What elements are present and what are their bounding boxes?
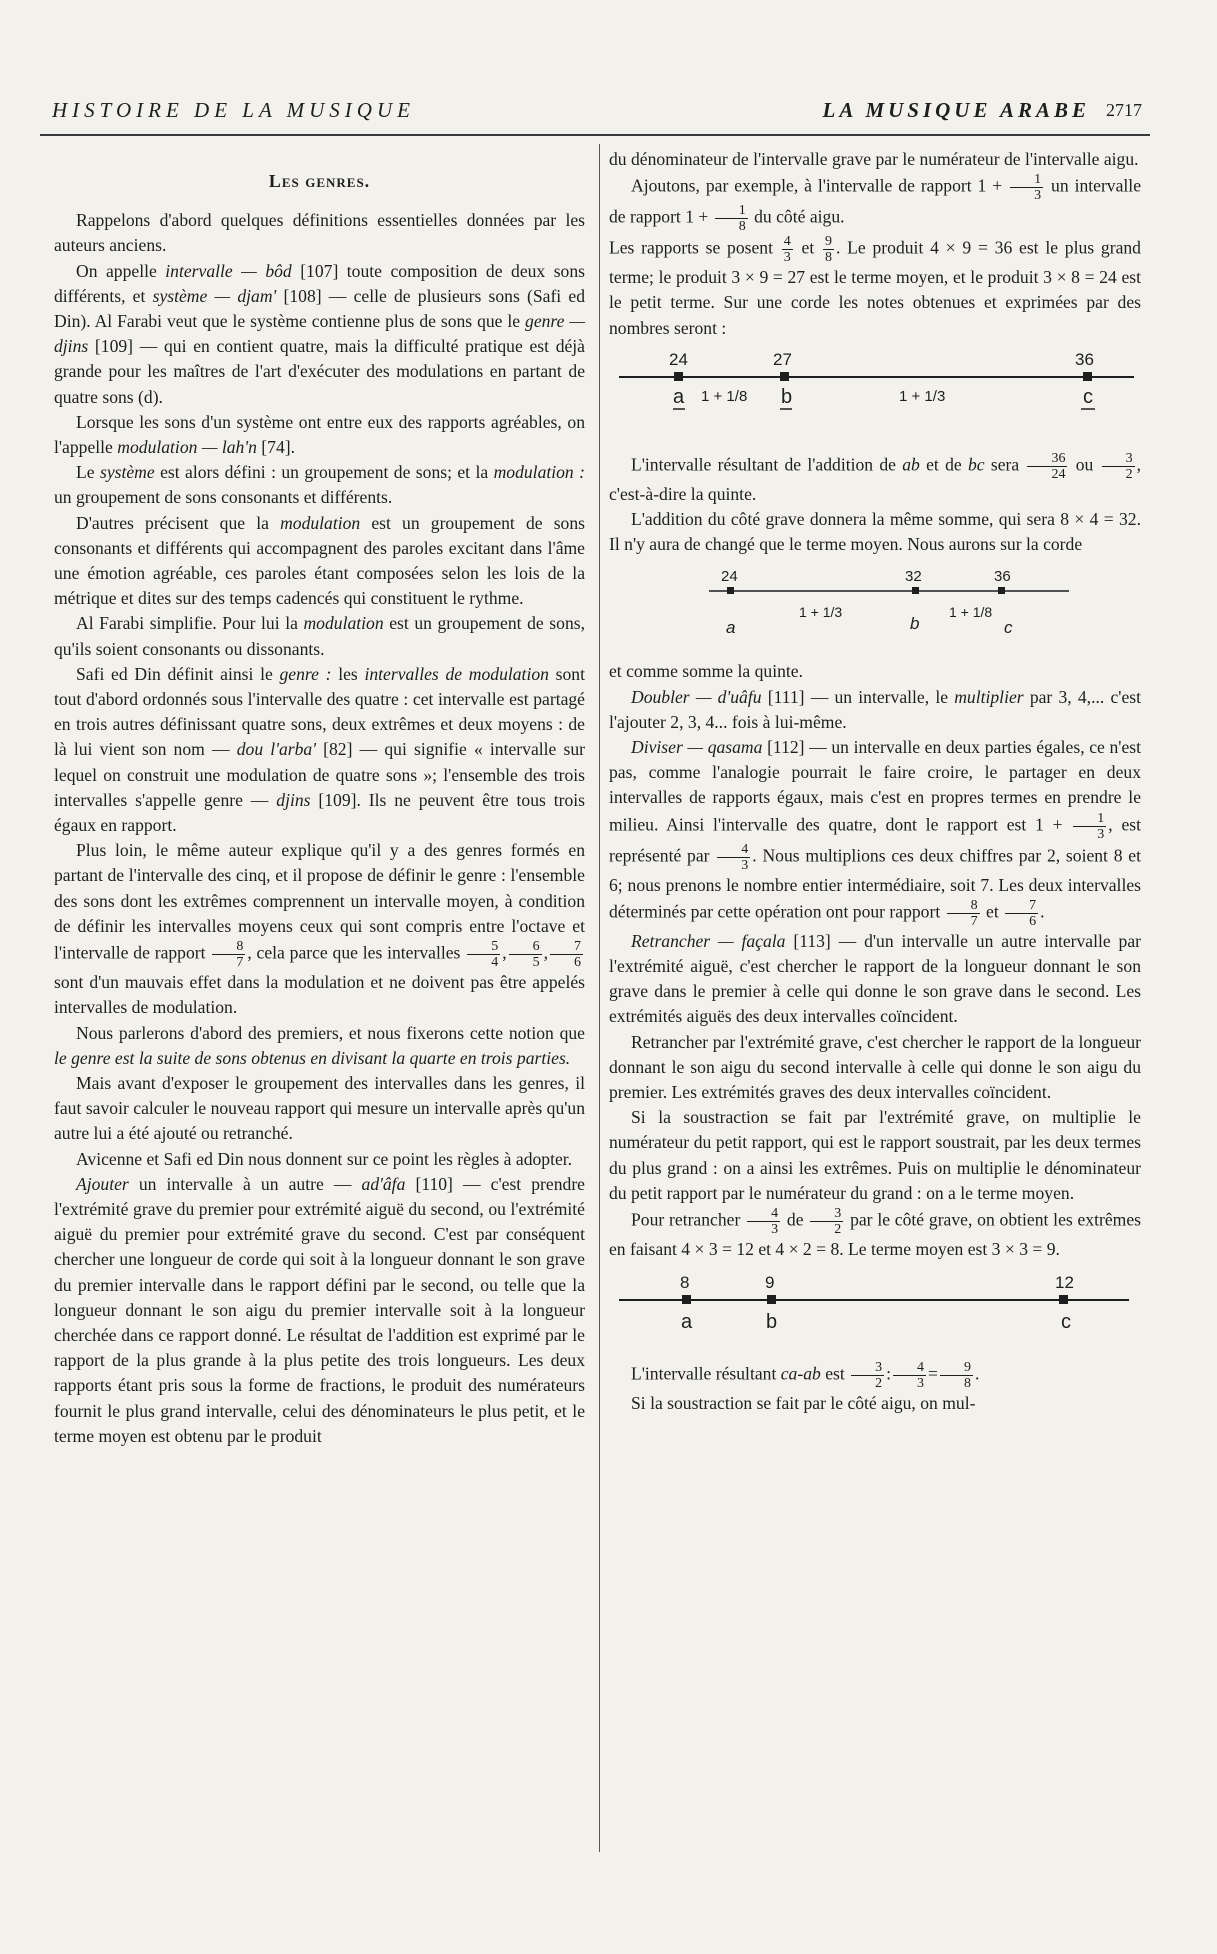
note-letter: c <box>1004 618 1013 638</box>
fraction: $\frac{9}{8}$ <box>825 234 832 266</box>
note-letter: c <box>1061 1311 1071 1334</box>
note-number: 24 <box>721 568 738 586</box>
paragraph: Si la soustraction se fait par l'extrémité grave, on multiplie le numérateur du petit rapport, qui est le rapport soustrait, par les deux termes du plus grand : on a ainsi les extrêmes. Puis on multiplie le dénominateur du petit rapport par le numérateur du grand : on a le terme moyen. <box>609 1107 1141 1203</box>
interval-label: 1 + 1/3 <box>799 604 843 621</box>
string-diagram-addition <box>609 349 1141 441</box>
note-number: 24 <box>669 349 688 369</box>
note-marker <box>780 372 789 381</box>
paragraph: Lorsque les sons d'un système ont entre eux des rapports agréables, on l'appelle modulation — lah'n [74]. <box>54 411 585 458</box>
note-number: 12 <box>1055 1273 1074 1293</box>
paragraph: Doubler — d'uâfu [111] — un intervalle, le multiplier par 3, 4,... c'est l'ajouter 2, 3, 4... fois à lui-même. <box>609 686 1141 732</box>
note-letter: b <box>910 614 920 634</box>
right-column <box>609 147 1141 1416</box>
fraction: $\frac{1}{8}$ <box>715 203 748 234</box>
paragraph: Nous parlerons d'abord des premiers, et nous fixerons cette notion que le genre est la suite de sons obtenus en divisant la quarte en trois parties. <box>54 1022 585 1068</box>
paragraph: D'autres précisent que la modulation est un groupement de sons consonants et différents qui accompagnent des paroles excitant dans l'âme une émotion agréable, ces paroles étant composées selon les lois de la métrique et dites sur des temps cadencés qui constituent le rythme. <box>54 512 585 609</box>
string-diagram-subtraction <box>609 1270 1141 1350</box>
paragraph: Plus loin, le même auteur explique qu'il y a des genres formés en partant de l'intervalle des cinq, et il propose de définir le genre : l'ensemble des sons dont les extrêmes comprennent un intervalle moyen, à condition de définir les intervalles moyens ceux qui sont compris entre l'octave et l'intervalle de rapport $\frac{8}{7}$ , cela parce que les intervalles $\frac{5}{4}$ , $\frac{6}{5}$ , $\frac{7}{6}$ sont d'un mauvais effet dans la modulation et ne doivent pas être appelés intervalles de modulation. <box>54 840 585 1018</box>
fraction: $\frac{5}{4}$ <box>467 939 500 970</box>
note-marker <box>682 1295 691 1304</box>
note-number: 8 <box>680 1273 690 1293</box>
paragraph: Retrancher par l'extrémité grave, c'est chercher le rapport de la longueur donnant le son aigu du second intervalle à celle qui donne le son aigu du premier. Les extrémités graves des deux intervalles coïncident. <box>609 1031 1141 1103</box>
fraction: $\frac{1}{3}$ <box>1073 811 1106 842</box>
paragraph: L'addition du côté grave donnera la même somme, qui sera 8 × 4 = 32. Il n'y aura de changé que le terme moyen. Nous aurons sur la corde <box>609 509 1141 555</box>
fraction: $\frac{1}{3}$ <box>1010 172 1043 203</box>
note-letter: a <box>726 618 736 638</box>
string-diagram-grave <box>609 565 1141 649</box>
note-letter: a <box>681 1311 693 1334</box>
running-header <box>52 98 1142 134</box>
header-left-title: HISTOIRE DE LA MUSIQUE <box>52 98 415 122</box>
fraction: $\frac{7}{6}$ <box>550 939 583 970</box>
paragraph: L'intervalle résultant ca-ab est $\frac{3}{2}$ : $\frac{4}{3}$ = $\frac{9}{8}$ . <box>631 1360 980 1392</box>
fraction: $\frac{6}{5}$ <box>509 939 542 970</box>
note-marker <box>1059 1295 1068 1304</box>
note-marker <box>998 587 1005 594</box>
paragraph: Safi ed Din définit ainsi le genre : les intervalles de modulation sont tout d'abord ordonnés sous l'intervalle des quatre : cet intervalle est partagé en trois autres définissant quatre sons, deux extrêmes et deux moyens : de là lui vient son nom — dou l'arba' [82] — qui signifie « intervalle sur lequel on construit une modulation de quatre sons »; l'ensemble des trois intervalles s'appelle genre — djins [109]. Ils ne peuvent être tous trois égaux en rapport. <box>54 663 586 836</box>
paragraph: Le système est alors défini : un groupement de sons; et la modulation : un groupement de sons consonants et différents. <box>54 462 585 508</box>
note-letter: c <box>1083 385 1093 408</box>
section-title: Les genres. <box>268 171 371 191</box>
fraction: $\frac{7}{6}$ <box>1005 898 1038 929</box>
note-number: 9 <box>765 1273 775 1293</box>
paragraph: On appelle intervalle — bôd [107] toute composition de deux sons différents, et système — djam' [108] — celle de plusieurs sons (Safi ed Din). Al Farabi veut que le système contienne plus de sons que le genre — djins [109] — qui en contient quatre, mais la difficulté pratique est déjà grande pour les maîtres de l'art d'exécuter des modulations en partant de quatre sons (d). <box>54 260 585 407</box>
fraction: $\frac{9}{8}$ <box>940 1360 973 1391</box>
interval-label: 1 + 1/8 <box>701 387 748 405</box>
paragraph: Pour retrancher $\frac{4}{3}$ de $\frac{3}{2}$ par le côté grave, on obtient les extrêmes en faisant 4 × 3 = 12 et 4 × 2 = 8. Le terme moyen est 3 × 3 = 9. <box>609 1206 1142 1260</box>
paragraph: Les rapports se posent $\frac{4}{3}$ et $\frac{9}{8}$ . Le produit 4 × 9 = 36 est le plus grand terme; le produit 3 × 9 = 27 est le terme moyen, et le produit 3 × 8 = 24 est le petit terme. Sur une corde les notes obtenues et exprimées par des nombres seront : <box>609 234 1141 338</box>
fraction: $\frac{3}{2}$ <box>810 1206 843 1237</box>
note-marker <box>1083 372 1092 381</box>
paragraph: Mais avant d'exposer le groupement des intervalles dans les genres, il faut savoir calculer le nouveau rapport qui mesure un intervalle après qu'un autre lui a été ajouté ou retranché. <box>54 1072 585 1144</box>
fraction: $\frac{8}{7}$ <box>947 898 980 929</box>
paragraph: Retrancher — façala [113] — d'un intervalle un autre intervalle par l'extrémité aiguë, c'est chercher le rapport de la longueur donnant le son grave dans le premier à celle qui donne le son grave dans le second. Les extrémités aiguës des deux intervalles coïncident. <box>609 930 1142 1027</box>
interval-label: 1 + 1/3 <box>899 387 946 405</box>
paragraph: du dénominateur de l'intervalle grave par le numérateur de l'intervalle aigu. <box>609 149 1139 169</box>
header-rule <box>40 134 1150 136</box>
paragraph: Rappelons d'abord quelques définitions essentielles données par les auteurs anciens. <box>54 210 585 256</box>
fraction: $\frac{4}{3}$ <box>893 1360 926 1391</box>
note-marker <box>674 372 683 381</box>
page-number: 2717 <box>1106 100 1142 120</box>
note-marker <box>727 587 734 594</box>
fraction: $\frac{3}{2}$ <box>851 1360 884 1391</box>
fraction: $\frac{3}{2}$ <box>1102 451 1135 482</box>
paragraph: Diviser — qasama [112] — un intervalle en deux parties égales, ce n'est pas, comme l'analogie pourrait le faire croire, le partager en deux intervalles de rapports égaux, mais c'est en propres termes en prendre le milieu. Ainsi l'intervalle des quatre, dont le rapport est 1 + $\frac{1}{3}$ , est représenté par $\frac{4}{3}$ . Nous multiplions ces deux chiffres par 2, soient 8 et 6; nous prenons le nombre entier intermédiaire, soit 7. Les deux intervalles déterminés par cette opération ont pour rapport $\frac{8}{7}$ et $\frac{7}{6}$ . <box>609 737 1141 929</box>
note-number: 32 <box>905 568 922 586</box>
fraction: $\frac{4}{3}$ <box>747 1206 780 1237</box>
fraction: $\frac{36}{24}$ <box>1027 451 1067 482</box>
header-right-title: LA MUSIQUE ARABE <box>822 98 1090 122</box>
paragraph: Ajoutons, par exemple, à l'intervalle de rapport 1 + $\frac{1}{3}$ un intervalle de rapport 1 + $\frac{1}{8}$ du côté aigu. <box>609 172 1141 235</box>
left-column <box>54 147 585 1449</box>
note-marker <box>912 587 919 594</box>
note-number: 36 <box>1075 349 1094 369</box>
note-letter: b <box>766 1311 778 1334</box>
paragraph: et comme somme la quinte. <box>609 661 803 682</box>
note-number: 36 <box>994 568 1011 586</box>
note-letter: a <box>673 385 685 408</box>
note-letter: b <box>781 385 793 408</box>
note-number: 27 <box>773 349 792 369</box>
paragraph: L'intervalle résultant de l'addition de ab et de bc sera $\frac{36}{24}$ ou $\frac{3}{2}$ , c'est-à-dire la quinte. <box>609 450 1142 504</box>
interval-label: 1 + 1/8 <box>949 604 993 621</box>
paragraph: Ajouter un intervalle à un autre — ad'âfa [110] — c'est prendre l'extrémité grave du premier pour extrémité aiguë du second, ou l'extrémité aiguë du premier pour extrémité grave du second. C'est par conséquent chercher une longueur de corde qui soit à la longueur donnant le son grave du premier intervalle dans le rapport défini par le second, ou telle que la longueur donnant le son aigu du premier intervalle soit à la longueur cherchée dans ce rapport donné. Le résultat de l'addition est exprimé par le rapport de la plus grande à la plus petite des trois longueurs. Les deux rapports étant pris sous la forme de fractions, le produit des numérateurs fournit le plus grand intervalle, celui des dénominateurs le plus petit, et le terme moyen est obtenu par le produit <box>54 1173 585 1446</box>
column-divider <box>599 144 600 1852</box>
fraction: $\frac{4}{3}$ <box>717 842 750 873</box>
fraction: $\frac{8}{7}$ <box>212 939 245 970</box>
paragraph: Avicenne et Safi ed Din nous donnent sur ce point les règles à adopter. <box>76 1148 573 1169</box>
note-marker <box>767 1295 776 1304</box>
paragraph: Al Farabi simplifie. Pour lui la modulation est un groupement de sons, qu'ils soient consonants ou dissonants. <box>54 613 585 659</box>
paragraph: Si la soustraction se fait par le côté aigu, on mul- <box>631 1393 976 1414</box>
fraction: $\frac{4}{3}$ <box>783 234 791 266</box>
